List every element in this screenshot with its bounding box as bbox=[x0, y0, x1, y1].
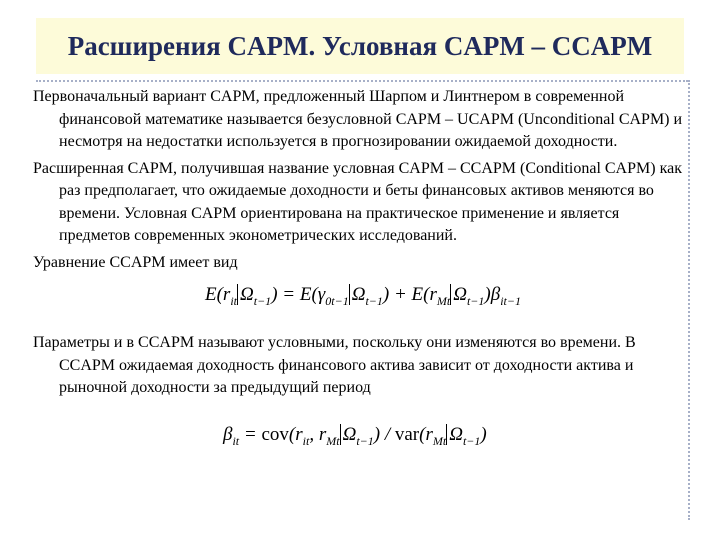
paragraph-ccapm: Расширенная CAPM, получившая название условная CAPM – CCAPM (Conditional CAPM) как раз предполагает, что ожидаемые доходности и беты финансовых активов меняются во времени. Условная CAPM ориентирована на практическое применение и является предметов современных эконометрических исследований. bbox=[33, 159, 682, 244]
paragraph-ucapm: Первоначальный вариант CAPM, предложенный Шарпом и Линтнером в современной финансовой математике называется безусловной CAPM – UCAPM (Unconditional CAPM) и несмотря на недостатки используется в прогнозировании ожидаемой доходности. bbox=[33, 88, 683, 150]
slide-body bbox=[33, 86, 685, 452]
paragraph-equation-intro: Уравнение CCAPM имеет вид bbox=[33, 253, 238, 271]
slide-title-banner bbox=[36, 18, 684, 74]
right-dotted-divider bbox=[688, 80, 690, 520]
beta-equation: $\beta_{it} = cov(r_{it}$, $r_{Mt}$ $\Omega_{t-1}) / var(r_{Mt}$ $\Omega_{t-1}$) bbox=[223, 423, 487, 448]
ccapm-equation: $E(r_{it}$ $\Omega_{t-1}) = E(\gamma_{0t-1}$ $\Omega_{t-1}) + E(r_{Mt}$ $\Omega_{t-1})\beta_{it-1}$ bbox=[205, 284, 521, 308]
top-dotted-divider bbox=[36, 80, 688, 82]
paragraph-parameters: Параметры и в CCAPM называют условными, поскольку они изменяются во времени. В CCAPM ожидаемая доходность финансового актива зависит от доходности актива и рыночной доходности за предыдущий период bbox=[33, 334, 636, 396]
slide-title: Расширения CAPM. Условная CAPM – CCAPM bbox=[67, 30, 653, 61]
